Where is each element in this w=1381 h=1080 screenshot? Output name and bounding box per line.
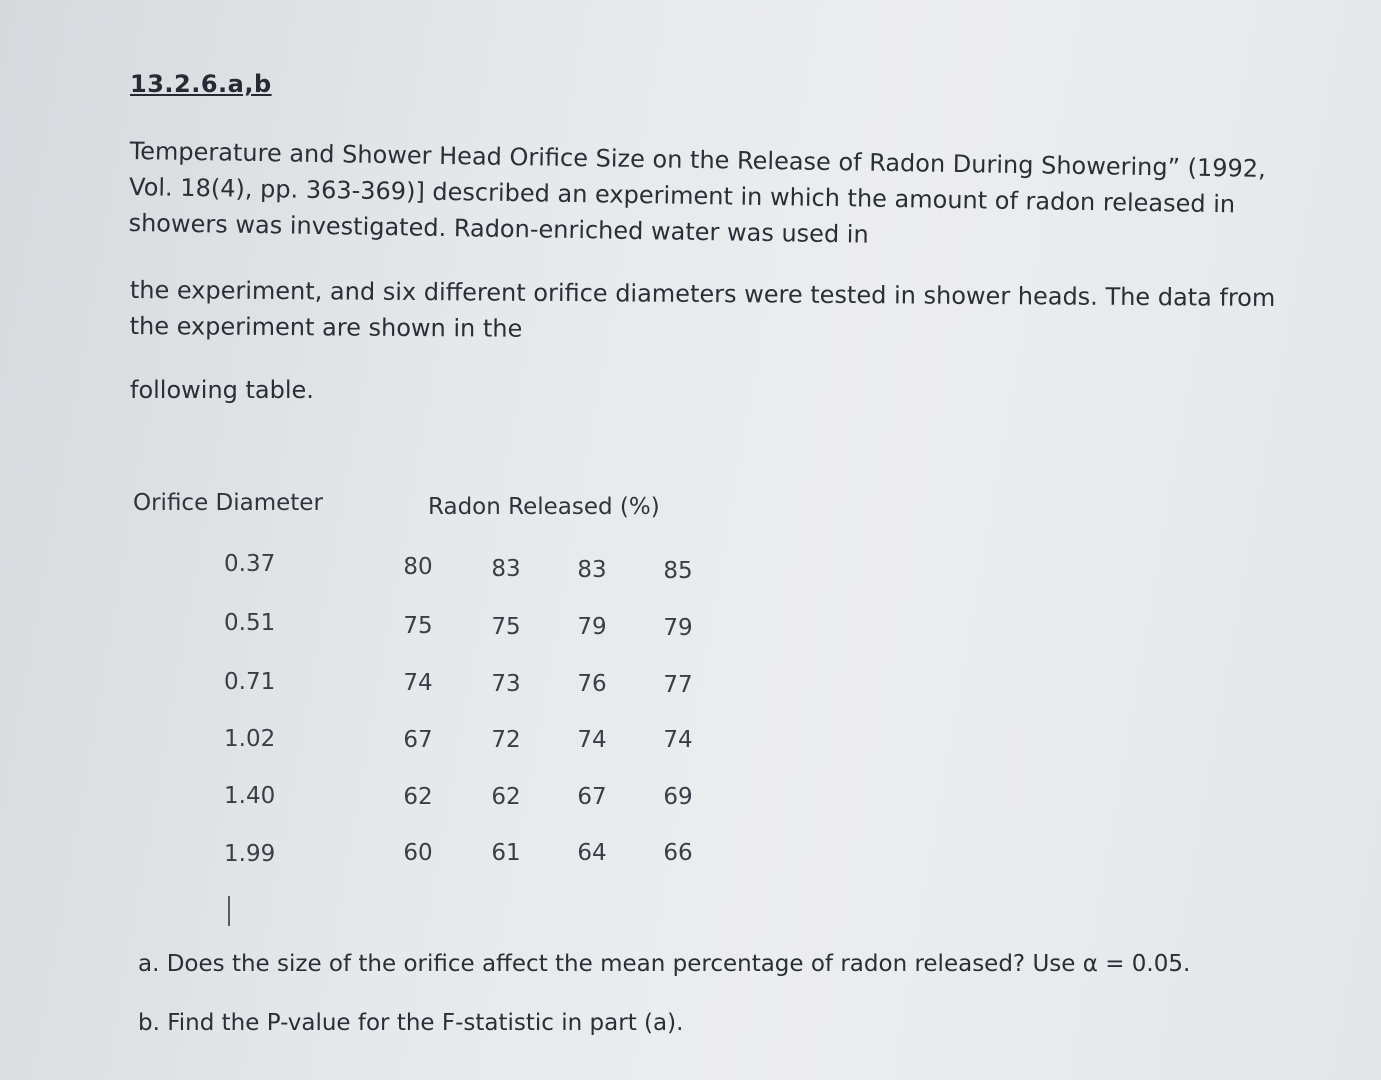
intro-line-1: Temperature and Shower Head Orifice Size on the Release of Radon During Showering” (1992, xyxy=(129,136,1266,183)
table-cell: 74 xyxy=(577,727,607,753)
table-cell: 69 xyxy=(663,784,693,810)
table-cell: 74 xyxy=(403,670,433,696)
table-cell: 61 xyxy=(491,840,521,866)
intro-paragraph-2 xyxy=(129,272,1279,352)
table-cell: 67 xyxy=(403,727,433,753)
row-diameter: 1.40 xyxy=(224,783,276,809)
intro-line-6: following table. xyxy=(130,376,314,404)
table-cell: 62 xyxy=(403,784,433,810)
table-cell: 85 xyxy=(663,558,693,584)
question-a: a. Does the size of the orifice affect the mean percentage of radon released? Use α = 0.05. xyxy=(138,951,1191,977)
row-diameter: 0.71 xyxy=(224,669,276,695)
table-cell: 77 xyxy=(663,672,693,698)
table-cell: 62 xyxy=(491,784,521,810)
text-cursor xyxy=(228,896,230,926)
table-cell: 79 xyxy=(663,615,693,641)
intro-line-3: showers was investigated. Radon-enriched water was used in xyxy=(128,208,869,249)
table-cell: 83 xyxy=(577,557,607,583)
table-cell: 66 xyxy=(663,840,693,866)
problem-heading: 13.2.6.a,b xyxy=(130,70,272,98)
table-cell: 74 xyxy=(663,727,693,753)
table-cell: 75 xyxy=(491,614,521,640)
table-cell: 67 xyxy=(577,784,607,810)
table-cell: 60 xyxy=(403,840,433,866)
intro-paragraph-1 xyxy=(128,133,1280,259)
row-diameter: 0.37 xyxy=(224,551,276,577)
row-diameter: 1.02 xyxy=(224,726,276,752)
intro-paragraph-3 xyxy=(130,372,1280,408)
table-cell: 80 xyxy=(403,554,433,580)
table-cell: 76 xyxy=(577,671,607,697)
row-diameter: 1.99 xyxy=(224,841,276,867)
table-cell: 72 xyxy=(491,727,521,753)
row-diameter: 0.51 xyxy=(224,610,276,636)
table-cell: 83 xyxy=(491,556,521,582)
question-b: b. Find the P-value for the F-statistic in part (a). xyxy=(138,1010,684,1036)
table-cell: 75 xyxy=(403,613,433,639)
intro-line-5: the experiment are shown in the xyxy=(129,311,523,343)
table-cell: 64 xyxy=(577,840,607,866)
intro-line-2: Vol. 18(4), pp. 363-369)] described an experiment in which the amount of radon released in xyxy=(128,172,1236,219)
table-cell: 79 xyxy=(577,614,607,640)
table-cell: 73 xyxy=(491,671,521,697)
column-header-diameter: Orifice Diameter xyxy=(133,490,323,516)
intro-line-4: the experiment, and six different orifice diameters were tested in shower heads. The data from xyxy=(129,275,1276,312)
column-header-radon: Radon Released (%) xyxy=(428,494,660,520)
